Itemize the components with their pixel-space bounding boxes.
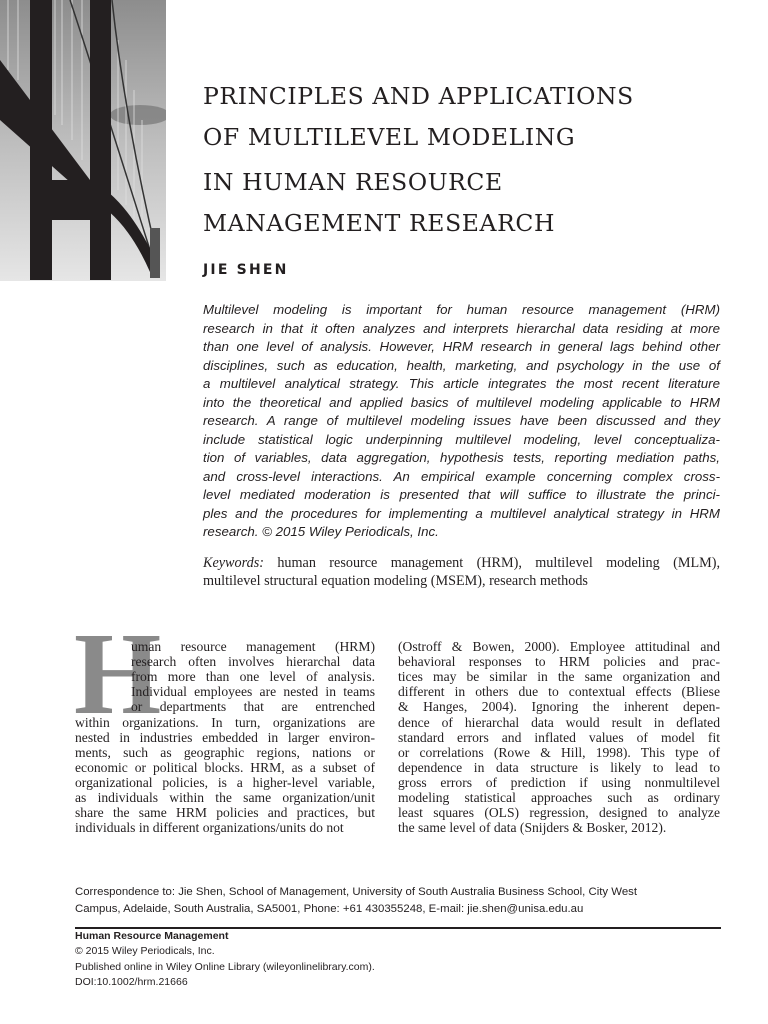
doi: DOI:10.1002/hrm.21666 (75, 976, 188, 988)
copyright: © 2015 Wiley Periodicals, Inc. (75, 945, 215, 957)
published-online: Published online in Wiley Online Library (wileyonlinelibrary.com). (75, 961, 375, 973)
body-line: (Ostroff & Bowen, 2000). Employee attitudinal and (398, 639, 720, 654)
abstract-line: Multilevel modeling is important for human resource management (HRM) (203, 302, 720, 317)
abstract-line: a multilevel analytical strategy. This article integrates the most recent literature (203, 376, 720, 391)
abstract-line: research. A range of multilevel modeling issues have been discussed and they (203, 413, 720, 428)
body-line: within organizations. In turn, organizations are (75, 714, 375, 730)
body-line: least squares (OLS) regression, designed to analyze (398, 805, 720, 821)
correspondence-line: Correspondence to: Jie Shen, School of Management, University of South Australia Business School, City West (75, 886, 638, 898)
body-line: economic or political blocks. HRM, as a subset of (75, 759, 375, 775)
title-line: PRINCIPLES AND APPLICATIONS (203, 82, 634, 110)
body-line: or departments that are entrenched (131, 699, 375, 715)
abstract-line: research in that it often analyzes and interprets hierarchal data residing at more (203, 320, 720, 336)
title-line: OF MULTILEVEL MODELING (203, 123, 576, 151)
body-line: Individual employees are nested in teams (131, 684, 375, 700)
body-line: modeling statistical approaches such as ordinary (398, 790, 720, 805)
abstract-line: include statistical logic underpinning multilevel modeling, level conceptualiza- (203, 431, 720, 447)
body-line: as individuals within the same organization/unit (75, 790, 375, 805)
body-line: different in others due to contextual effects (Bliese (398, 684, 720, 700)
keywords-text: human resource management (HRM), multilevel modeling (MLM), (277, 555, 720, 571)
abstract-line: research. © 2015 Wiley Periodicals, Inc. (203, 524, 439, 539)
body-line: behavioral responses to HRM policies and prac- (398, 654, 720, 670)
abstract-line: ples and the procedures for implementing a multilevel analytical strategy in HRM (203, 505, 720, 521)
body-line: uman resource management (HRM) (131, 639, 375, 654)
body-line: tices may be similar in the same organization and (398, 669, 720, 685)
body-line: organizational policies, is a higher-level variable, (75, 774, 375, 790)
author-name: JIE SHEN (203, 262, 289, 278)
body-line: individuals in different organizations/units do not (75, 820, 344, 836)
body-line: standard errors and inflated values of model fit (398, 729, 720, 745)
body-line: from more than one level of analysis. (131, 669, 375, 685)
body-line: research often involves hierarchal data (131, 654, 375, 670)
abstract-line: level mediated moderation is presented that will suffice to illustrate the princi- (203, 487, 720, 502)
body-line: nested in industries embedded in larger environ- (75, 729, 375, 745)
title-line: IN HUMAN RESOURCE (203, 168, 503, 196)
body-line: & Hanges, 2004). Ignoring the inherent depen- (398, 699, 720, 715)
abstract-line: into the theoretical and applied basics of multilevel modeling applicable to HRM (203, 394, 720, 410)
correspondence-line: Campus, Adelaide, South Australia, SA5001, Phone: +61 430355248, E-mail: jie.shen@unisa.edu.au (75, 903, 584, 915)
body-line: dence of hierarchal data would result in deflated (398, 714, 720, 730)
body-line: ments, such as geographic regions, nations or (75, 744, 375, 760)
drop-cap: H (74, 608, 162, 739)
body-line: gross errors of prediction if using nonmultilevel (398, 774, 720, 790)
body-line: dependence in data structure is likely to lead to (398, 759, 720, 775)
abstract-line: tion of variables, data aggregation, hypothesis tests, reporting mediation paths, (203, 450, 720, 465)
keywords-label: Keywords: (203, 555, 264, 571)
body-line: the same level of data (Snijders & Bosker, 2012). (398, 820, 667, 836)
abstract-line: disciplines, such as education, health, marketing, and psychology in the use of (203, 357, 720, 373)
title-line: MANAGEMENT RESEARCH (203, 209, 556, 237)
body-line: or correlations (Rowe & Hill, 1998). This type of (398, 744, 720, 760)
journal-name: Human Resource Management (75, 930, 229, 942)
abstract-line: and cross-level interactions. An empirical example concerning complex cross- (203, 468, 720, 484)
keywords-line (203, 554, 720, 572)
body-line: share the same HRM policies and practices, but (75, 805, 375, 821)
abstract-line: than one level of analysis. However, HRM research in general lags behind other (203, 339, 720, 354)
footer-rule (75, 927, 721, 929)
keywords-line: multilevel structural equation modeling (MSEM), research methods (203, 573, 588, 589)
bridge-photo (0, 0, 166, 281)
